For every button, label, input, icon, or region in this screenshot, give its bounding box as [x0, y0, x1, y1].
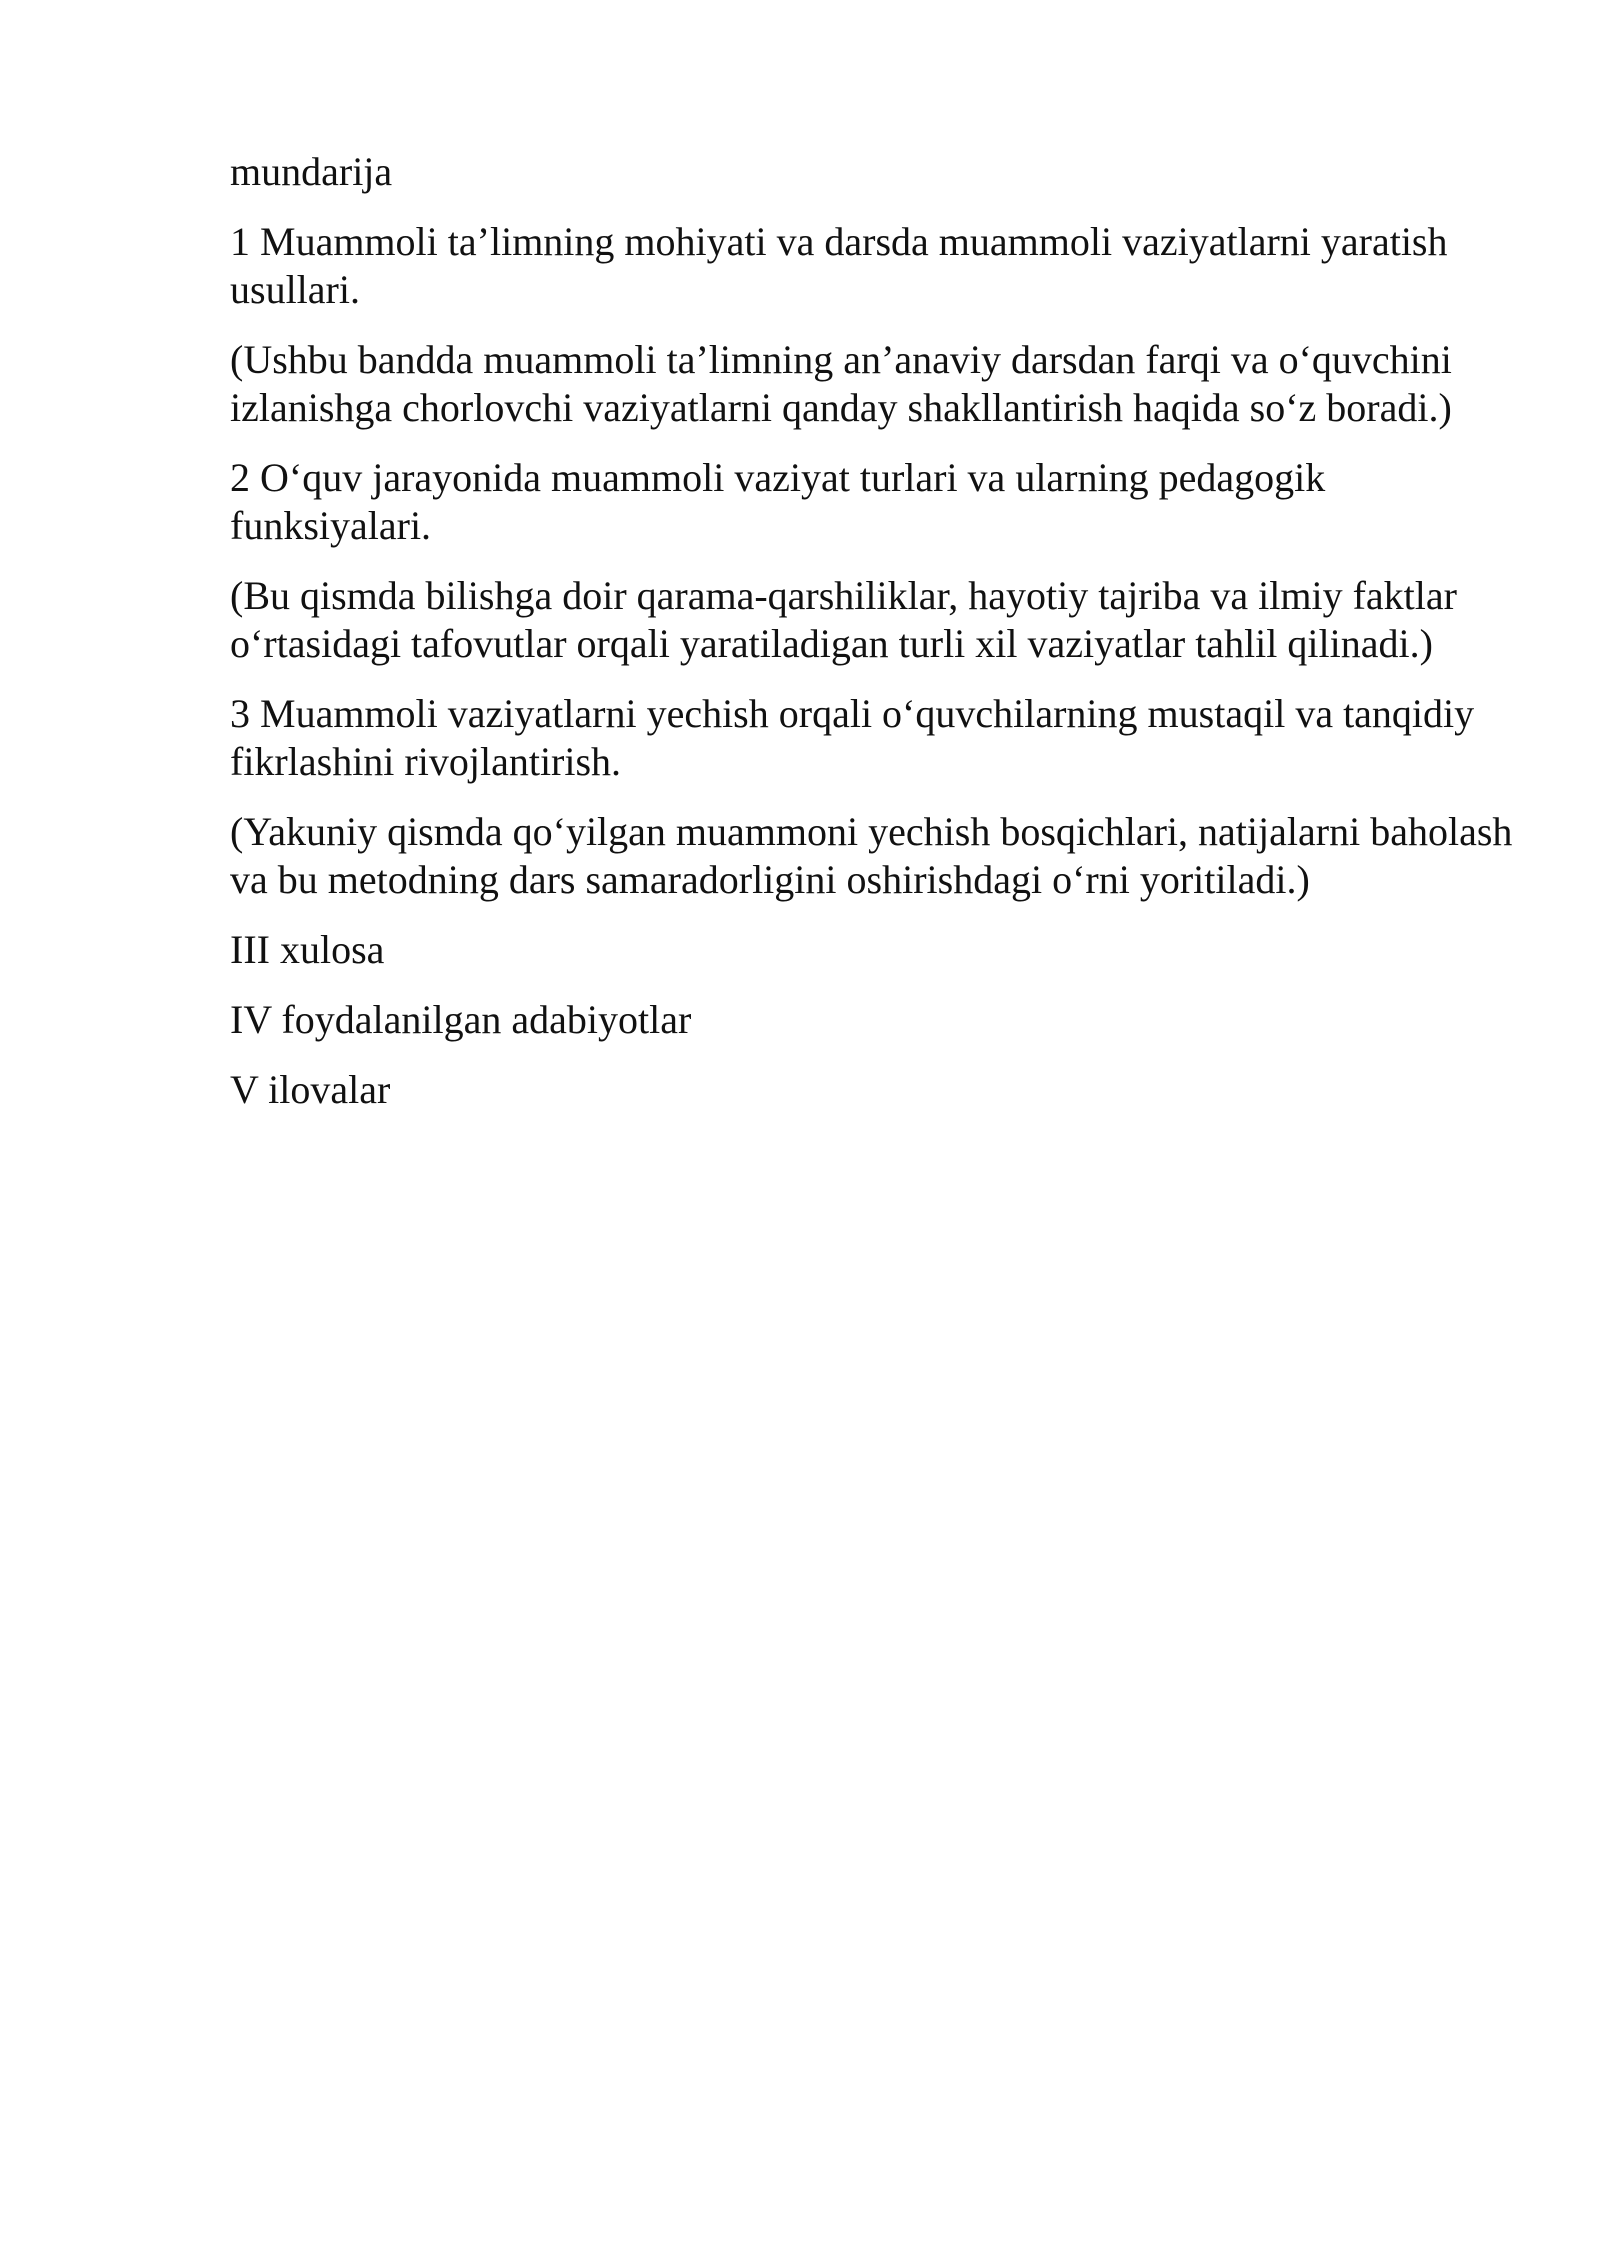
references-entry: IV foydalanilgan adabiyotlar	[230, 997, 692, 1042]
conclusion-entry: III xulosa	[230, 927, 385, 972]
contents-heading: mundarija	[230, 149, 393, 194]
section-1-title: 1 Muammoli ta’limning mohiyati va darsda muammoli vaziyatlarni yaratish usullari.	[230, 219, 1448, 312]
section-3-description: (Yakuniy qismda qo‘yilgan muammoni yechish bosqichlari, natijalarni baholash va bu metodning dars samaradorligini oshirishdagi o‘rni yoritiladi.)	[230, 809, 1513, 902]
section-2-description: (Bu qismda bilishga doir qarama-qarshiliklar, hayotiy tajriba va ilmiy faktlar o‘rtasidagi tafovutlar orqali yaratiladigan turli xil vaziyatlar tahlil qilinadi.)	[230, 573, 1457, 666]
section-1-description: (Ushbu bandda muammoli ta’limning an’anaviy darsdan farqi va o‘quvchini izlanishga chorlovchi vaziyatlarni qanday shakllantirish haqida so‘z boradi.)	[230, 337, 1452, 430]
section-2-title: 2 O‘quv jarayonida muammoli vaziyat turlari va ularning pedagogik funksiyalari.	[230, 455, 1326, 548]
document-body	[230, 148, 1530, 1136]
section-3-title: 3 Muammoli vaziyatlarni yechish orqali o‘quvchilarning mustaqil va tanqidiy fikrlashini rivojlantirish.	[230, 691, 1475, 784]
appendices-entry: V ilovalar	[230, 1067, 391, 1112]
